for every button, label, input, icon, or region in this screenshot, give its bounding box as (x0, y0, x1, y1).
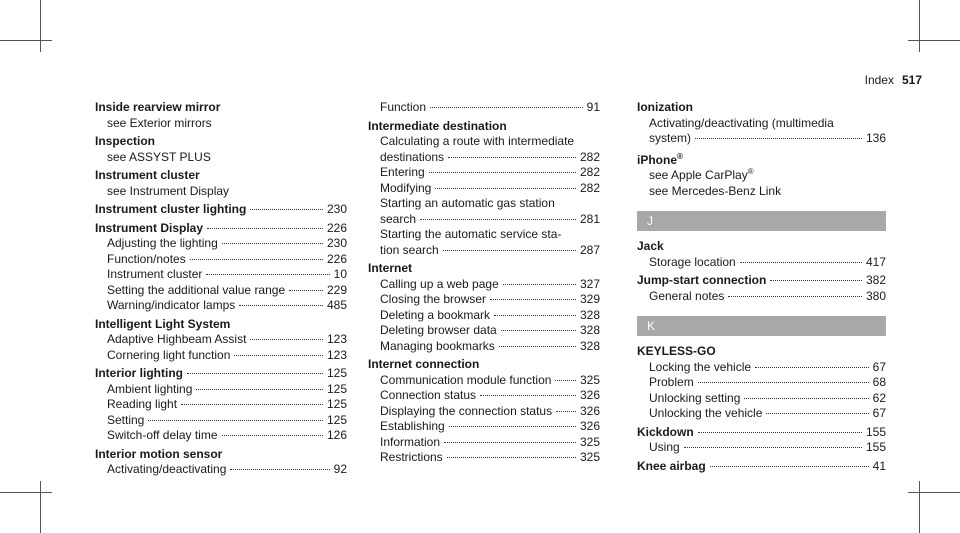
index-entry-heading: Intermediate destination (368, 118, 507, 133)
page-ref[interactable]: 326 (579, 388, 600, 402)
page-ref[interactable]: 125 (326, 412, 347, 427)
index-entry-heading: iPhone® (637, 151, 683, 167)
page-ref[interactable]: 287 (579, 242, 600, 257)
index-subentry: Cornering light function 123 (107, 347, 347, 362)
index-subentry: destinations 282 (380, 149, 600, 164)
header-title: Index (864, 73, 894, 87)
index-subentry: Restrictions 325 (380, 450, 600, 464)
page-ref[interactable]: 41 (872, 458, 886, 473)
page-ref[interactable]: 155 (865, 440, 886, 454)
crop-mark (919, 481, 920, 533)
index-subentry: Setting 125 (107, 412, 347, 427)
index-subentry: search 281 (380, 211, 600, 226)
index-subentry: Starting the automatic service sta- (380, 227, 562, 241)
index-subentry: General notes 380 (649, 288, 886, 303)
index-subentry: Activating/deactivating (multimedia (649, 115, 834, 130)
page-ref[interactable]: 126 (326, 428, 347, 442)
index-entry-heading: Jump-start connection 382 (637, 273, 886, 287)
page-ref[interactable]: 136 (865, 131, 886, 145)
index-subentry: see Instrument Display (107, 183, 230, 198)
page-ref[interactable]: 229 (326, 282, 347, 297)
page-ref[interactable]: 327 (579, 276, 600, 291)
index-column-3 (637, 100, 886, 474)
page-ref[interactable]: 282 (579, 149, 600, 164)
index-subentry: Activating/deactivating 92 (107, 462, 347, 476)
page-ref[interactable]: 226 (326, 220, 347, 235)
page-ref[interactable]: 282 (579, 165, 600, 179)
crop-mark (0, 40, 52, 41)
index-entry-heading: Internet (368, 261, 413, 275)
index-entry-heading: Inspection (95, 134, 156, 148)
keyless-subentries (637, 360, 886, 422)
page-ref[interactable]: 328 (579, 338, 600, 353)
page-ref[interactable]: 125 (326, 381, 347, 396)
page-ref[interactable]: 329 (579, 292, 600, 306)
page-ref[interactable]: 67 (872, 406, 886, 420)
page-ref[interactable]: 67 (872, 359, 886, 374)
index-subentry: Adjusting the lighting 230 (107, 236, 347, 250)
index-subentry: Modifying 282 (380, 180, 600, 195)
index-subentry: Reading light 125 (107, 397, 347, 411)
index-entry-heading: Knee airbag 41 (637, 458, 886, 473)
index-subentry: Problem 68 (649, 375, 886, 389)
page-ref[interactable]: 10 (333, 267, 347, 281)
page-ref[interactable]: 62 (872, 390, 886, 405)
page-ref[interactable]: 282 (579, 180, 600, 195)
index-subentry: Entering 282 (380, 165, 600, 179)
index-entry-heading: Jack (637, 239, 664, 253)
index-entry-heading: Instrument cluster lighting 230 (95, 202, 347, 216)
crop-mark (908, 40, 960, 41)
crop-mark (0, 492, 52, 493)
page-ref[interactable]: 325 (579, 372, 600, 387)
index-entry-heading: Intelligent Light System (95, 316, 231, 331)
index-subentry: Using 155 (649, 440, 886, 454)
crop-mark (40, 481, 41, 533)
page-ref[interactable]: 325 (579, 450, 600, 464)
crop-mark (919, 0, 920, 52)
index-subentry: tion search 287 (380, 242, 600, 257)
page-ref[interactable]: 281 (579, 211, 600, 226)
page-ref[interactable]: 230 (326, 202, 347, 216)
index-subentry: Unlocking setting 62 (649, 390, 886, 405)
index-subentry: Unlocking the vehicle 67 (649, 406, 886, 420)
page-header (865, 73, 922, 87)
index-entry-heading: Inside rearview mirror (95, 100, 221, 114)
index-subentry: Warning/indicator lamps 485 (107, 298, 347, 312)
section-header-j: J (637, 211, 886, 231)
page-ref[interactable]: 230 (326, 236, 347, 250)
index-subentry: Adaptive Highbeam Assist 123 (107, 332, 347, 346)
index-entry-heading: Instrument cluster (95, 168, 200, 182)
index-entry-heading: Internet connection (368, 357, 480, 371)
page-ref[interactable]: 155 (865, 424, 886, 439)
crop-mark (908, 492, 960, 493)
page-ref[interactable]: 226 (326, 251, 347, 266)
page-ref[interactable]: 326 (579, 403, 600, 418)
index-subentry: Starting an automatic gas station (380, 196, 555, 210)
section-header-k: K (637, 316, 886, 336)
page-ref[interactable]: 380 (865, 288, 886, 303)
page-ref[interactable]: 123 (326, 347, 347, 362)
page-ref[interactable]: 382 (865, 273, 886, 287)
index-subentry: Locking the vehicle 67 (649, 359, 886, 374)
page-ref[interactable]: 68 (872, 375, 886, 389)
index-subentry: Establishing 326 (380, 419, 600, 433)
index-subentry: Closing the browser 329 (380, 292, 600, 306)
page-ref[interactable]: 125 (326, 366, 347, 380)
index-subentry: see ASSYST PLUS (107, 149, 211, 164)
index-entry-heading: Interior motion sensor (95, 446, 223, 461)
index-column-2 (368, 100, 600, 466)
index-subentry: Instrument cluster 10 (107, 267, 347, 281)
page-ref[interactable]: 326 (579, 419, 600, 433)
index-subentry: Setting the additional value range 229 (107, 282, 347, 297)
page-ref[interactable]: 123 (326, 332, 347, 346)
index-subentry: Information 325 (380, 434, 600, 449)
index-subentry: Deleting a bookmark 328 (380, 307, 600, 322)
page-ref[interactable]: 417 (865, 254, 886, 269)
index-subentry: Deleting browser data 328 (380, 323, 600, 337)
page-ref[interactable]: 485 (326, 298, 347, 312)
index-subentry: Displaying the connection status 326 (380, 403, 600, 418)
index-column-1 (95, 100, 347, 478)
see-reference[interactable]: see Mercedes-Benz Link (649, 183, 782, 198)
page-ref[interactable]: 328 (579, 307, 600, 322)
index-entry-heading: Instrument Display 226 (95, 220, 347, 235)
index-subentry: system) 136 (649, 131, 886, 145)
index-subentry: Function 91 (380, 100, 600, 114)
crop-mark (40, 0, 41, 52)
page-ref[interactable]: 328 (579, 323, 600, 337)
index-subentry: Ambient lighting 125 (107, 381, 347, 396)
page-ref[interactable]: 92 (333, 462, 347, 476)
index-subentry: Storage location 417 (649, 254, 886, 269)
index-subentry: Function/notes 226 (107, 251, 347, 266)
page-ref[interactable]: 325 (579, 434, 600, 449)
index-entry-heading: KEYLESS-GO (637, 344, 716, 358)
index-subentry: Managing bookmarks 328 (380, 338, 600, 353)
index-subentry: Calling up a web page 327 (380, 276, 600, 291)
index-subentry: see Exterior mirrors (107, 115, 212, 130)
see-reference[interactable]: see Apple CarPlay® (649, 167, 754, 182)
index-entry-heading: Kickdown 155 (637, 424, 886, 439)
page-ref[interactable]: 91 (586, 100, 600, 114)
index-subentry: Switch-off delay time 126 (107, 428, 347, 442)
index-entry-heading: Ionization (637, 100, 693, 114)
page-ref[interactable]: 125 (326, 397, 347, 411)
page-number: 517 (901, 73, 922, 87)
index-subentry: Calculating a route with intermediate (380, 134, 575, 148)
index-subentry: Communication module function 325 (380, 372, 600, 387)
index-entry-heading: Interior lighting 125 (95, 366, 347, 380)
index-subentry: Connection status 326 (380, 388, 600, 402)
